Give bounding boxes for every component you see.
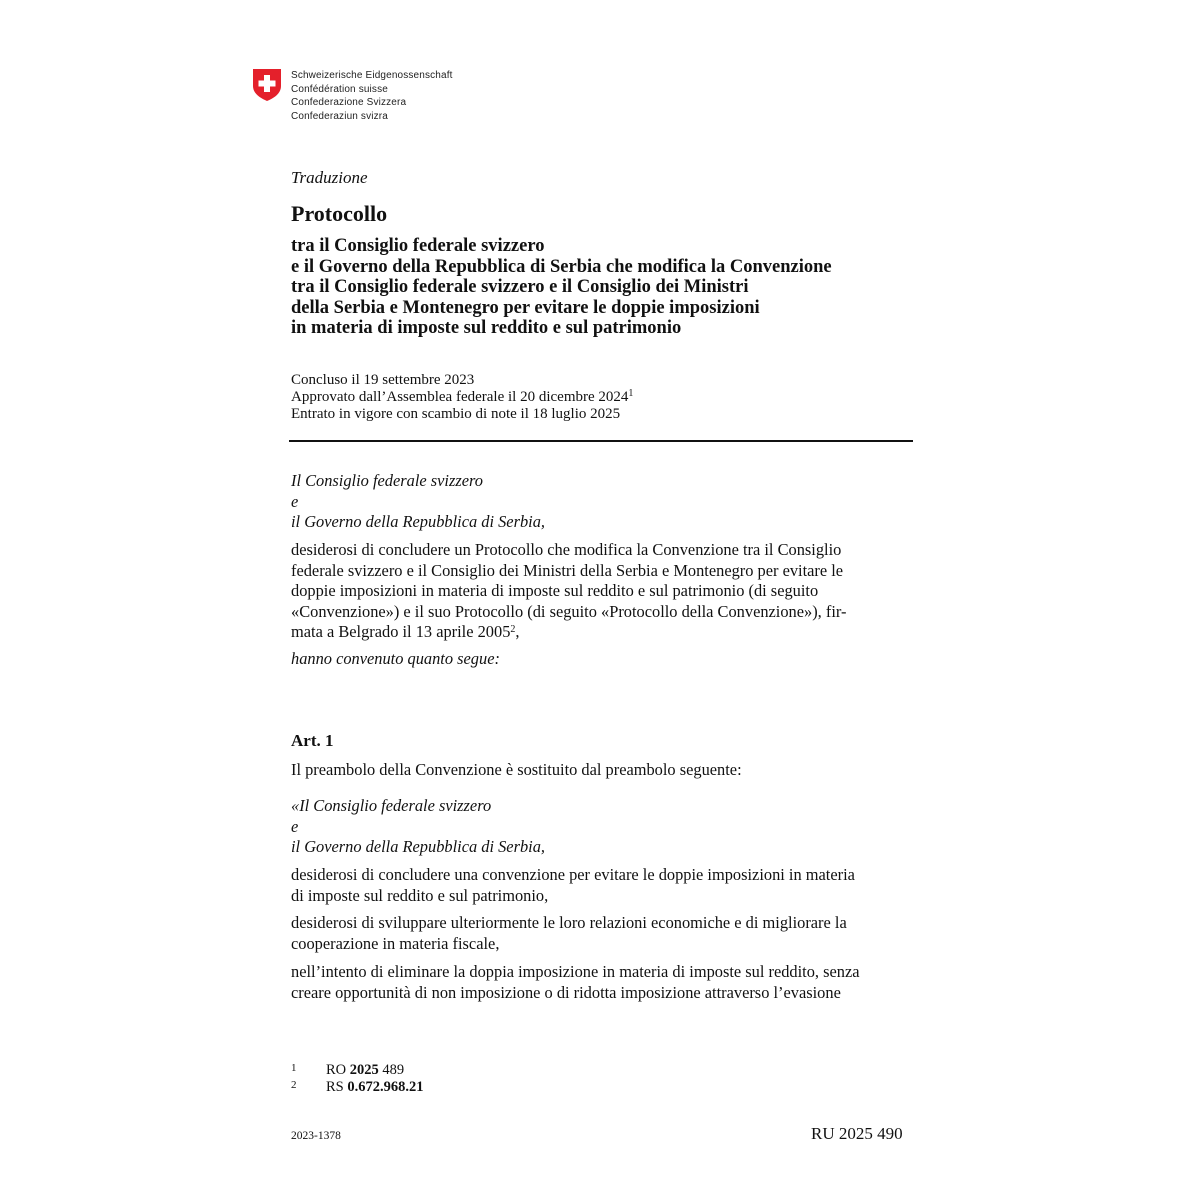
paragraph-line: desiderosi di concludere una convenzione per evitare le doppie imposizioni in materia — [291, 865, 855, 884]
subtitle-line: in materia di imposte sul reddito e sul patrimonio — [291, 318, 682, 338]
paragraph-line: di imposte sul reddito e sul patrimonio, — [291, 885, 549, 905]
article-paragraph — [291, 865, 909, 906]
preamble-paragraph — [291, 540, 909, 643]
article-paragraph — [291, 962, 909, 1003]
paragraph-line — [291, 622, 909, 643]
document-title: Protocollo — [291, 201, 388, 226]
document-subtitle — [291, 236, 832, 339]
federal-name-lines — [291, 69, 453, 123]
date-approved-text: Approvato dall’Assemblea federale il 20 dicembre 2024 — [291, 389, 629, 405]
paragraph-line: doppie imposizioni in materia di imposte sul reddito e sul patrimonio (di seguito — [291, 581, 819, 600]
footnote-prefix: RS — [326, 1078, 348, 1095]
footnote-number: 2 — [291, 1078, 297, 1091]
footnote-ref: 1 — [628, 388, 634, 399]
translation-label: Traduzione — [291, 168, 368, 187]
subtitle-line: della Serbia e Montenegro per evitare le doppie imposizioni — [291, 297, 760, 318]
agreed-statement: hanno convenuto quanto segue: — [291, 649, 500, 668]
article-heading: Art. 1 — [291, 731, 334, 750]
swiss-flag-shield-icon — [253, 69, 281, 101]
footnote-text — [326, 1079, 424, 1096]
footnote-bold: 2025 — [349, 1062, 379, 1078]
subtitle-line: e il Governo della Repubblica di Serbia che modifica la Convenzione — [291, 256, 832, 277]
logo-line-de: Schweizerische Eidgenossenschaft — [291, 70, 453, 81]
document-number: 2023-1378 — [291, 1130, 341, 1142]
preamble-party-2: il Governo della Repubblica di Serbia, — [291, 512, 546, 531]
quoted-party-1: «Il Consiglio federale svizzero — [291, 796, 492, 815]
footnote-suffix: 489 — [378, 1062, 405, 1078]
date-approved — [291, 389, 633, 406]
quoted-party-2: il Governo della Repubblica di Serbia, — [291, 837, 546, 856]
preamble-party-1: Il Consiglio federale svizzero — [291, 471, 483, 490]
logo-line-it: Confederazione Svizzera — [291, 97, 407, 109]
logo-line-rm: Confederaziun svizra — [291, 110, 388, 122]
paragraph-line: «Convenzione») e il suo Protocollo (di seguito «Protocollo della Convenzione»), fir- — [291, 601, 847, 621]
subtitle-line: tra il Consiglio federale svizzero — [291, 236, 545, 256]
paragraph-line-end: , — [515, 622, 520, 641]
paragraph-line: cooperazione in materia fiscale, — [291, 933, 500, 953]
preamble-conjunction: e — [291, 492, 299, 511]
article-paragraph — [291, 913, 909, 954]
horizontal-rule — [289, 440, 913, 442]
date-concluded: Concluso il 19 settembre 2023 — [291, 372, 475, 388]
footnote-ref: 2 — [510, 624, 516, 635]
paragraph-line: desiderosi di sviluppare ulteriormente le loro relazioni economiche e di migliorare la — [291, 913, 847, 932]
article-intro: Il preambolo della Convenzione è sostituito dal preambolo seguente: — [291, 760, 742, 779]
paragraph-line: federale svizzero e il Consiglio dei Ministri della Serbia e Montenegro per evitare le — [291, 560, 844, 580]
footnote-text — [326, 1062, 404, 1079]
paragraph-line: nell’intento di eliminare la doppia imposizione in materia di imposte sul reddito, senza — [291, 962, 860, 981]
footnote-number: 1 — [291, 1062, 297, 1074]
document-dates — [291, 372, 633, 423]
date-in-force: Entrato in vigore con scambio di note il 18 luglio 2025 — [291, 406, 621, 422]
quoted-conjunction: e — [291, 817, 299, 836]
paragraph-line: desiderosi di concludere un Protocollo che modifica la Convenzione tra il Consiglio — [291, 540, 842, 559]
official-compilation-reference: RU 2025 490 — [811, 1124, 903, 1143]
footnote-prefix: RO — [326, 1062, 350, 1078]
footnote-bold: 0.672.968.21 — [347, 1078, 424, 1095]
logo-line-fr: Confédération suisse — [291, 83, 388, 95]
subtitle-line: tra il Consiglio federale svizzero e il Consiglio dei Ministri — [291, 277, 749, 297]
paragraph-line-text: mata a Belgrado il 13 aprile 2005 — [291, 622, 511, 641]
paragraph-line: creare opportunità di non imposizione o di ridotta imposizione attraverso l’evasione — [291, 982, 841, 1002]
